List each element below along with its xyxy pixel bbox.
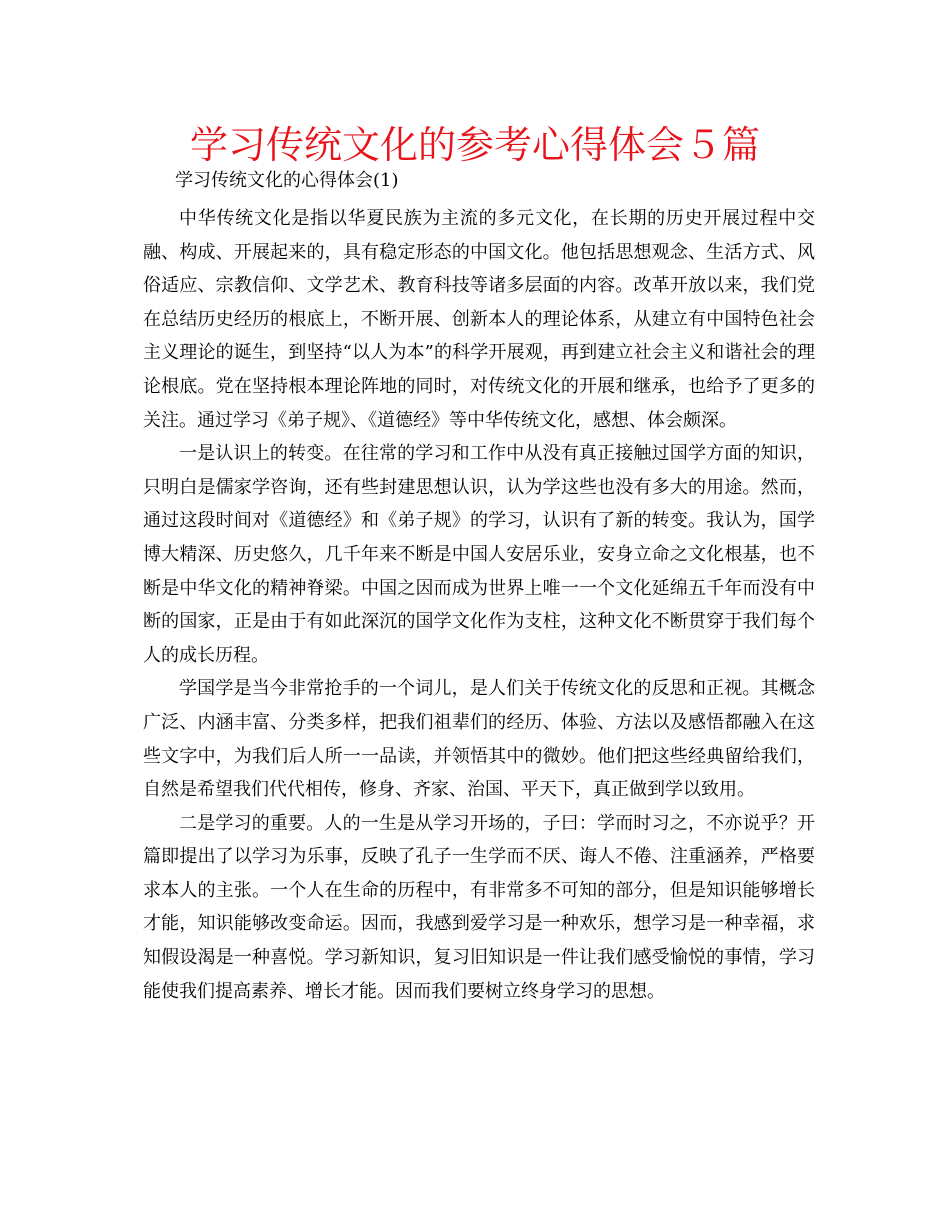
document-body [143,202,815,1008]
paragraph-guoxue: 学国学是当今非常抢手的一个词儿，是人们关于传统文化的反思和正视。其概念广泛、内涵丰富、分类多样，把我们祖辈们的经历、体验、方法以及感悟都融入在这些文字中，为我们后人所一一品读，并领悟其中的微妙。他们把这些经典留给我们，自然是希望我们代代相传，修身、齐家、治国、平天下，真正做到学以致用。 [143,678,815,801]
paragraph-cognition-change: 一是认识上的转变。在往常的学习和工作中从没有真正接触过国学方面的知识，只明白是儒家学咨询，还有些封建思想认识，认为学这些也没有多大的用途。然而，通过这段时间对《道德经》和《弟子规》的学习，认识有了新的转变。我认为，国学博大精深、历史悠久，几千年来不断是中国人安居乐业，安身立命之文化根基，也不断是中华文化的精神脊梁。中国之因而成为世界上唯一一个文化延绵五千年而没有中断的国家，正是由于有如此深沉的国学文化作为支柱，这种文化不断贯穿于我们每个人的成长历程。 [143,443,815,666]
document-title: 学习传统文化的参考心得体会５篇 [189,123,760,167]
paragraph-intro: 中华传统文化是指以华夏民族为主流的多元文化，在长期的历史开展过程中交融、构成、开展起来的，具有稳定形态的中国文化。他包括思想观念、生活方式、风俗适应、宗教信仰、文学艺术、教育科技等诸多层面的内容。改革开放以来，我们党在总结历史经历的根底上，不断开展、创新本人的理论体系，从建立有中国特色社会主义理论的诞生，到坚持“以人为本”的科学开展观，再到建立社会主义和谐社会的理论根底。党在坚持根本理论阵地的同时，对传统文化的开展和继承，也给予了更多的关注。通过学习《弟子规》、《道德经》等中华传统文化，感想、体会颇深。 [143,208,815,431]
section-heading: 学习传统文化的心得体会(1) [175,170,399,191]
paragraph-learning-importance: 二是学习的重要。人的一生是从学习开场的，子曰：学而时习之，不亦说乎？开篇即提出了以学习为乐事，反映了孔子一生学而不厌、诲人不倦、注重涵养，严格要求本人的主张。一个人在生命的历程中，有非常多不可知的部分，但是知识能够增长才能，知识能够改变命运。因而，我感到爱学习是一种欢乐，想学习是一种幸福，求知假设渴是一种喜悦。学习新知识，复习旧知识是一件让我们感受愉悦的事情，学习能使我们提高素养、增长才能。因而我们要树立终身学习的思想。 [143,812,815,1002]
